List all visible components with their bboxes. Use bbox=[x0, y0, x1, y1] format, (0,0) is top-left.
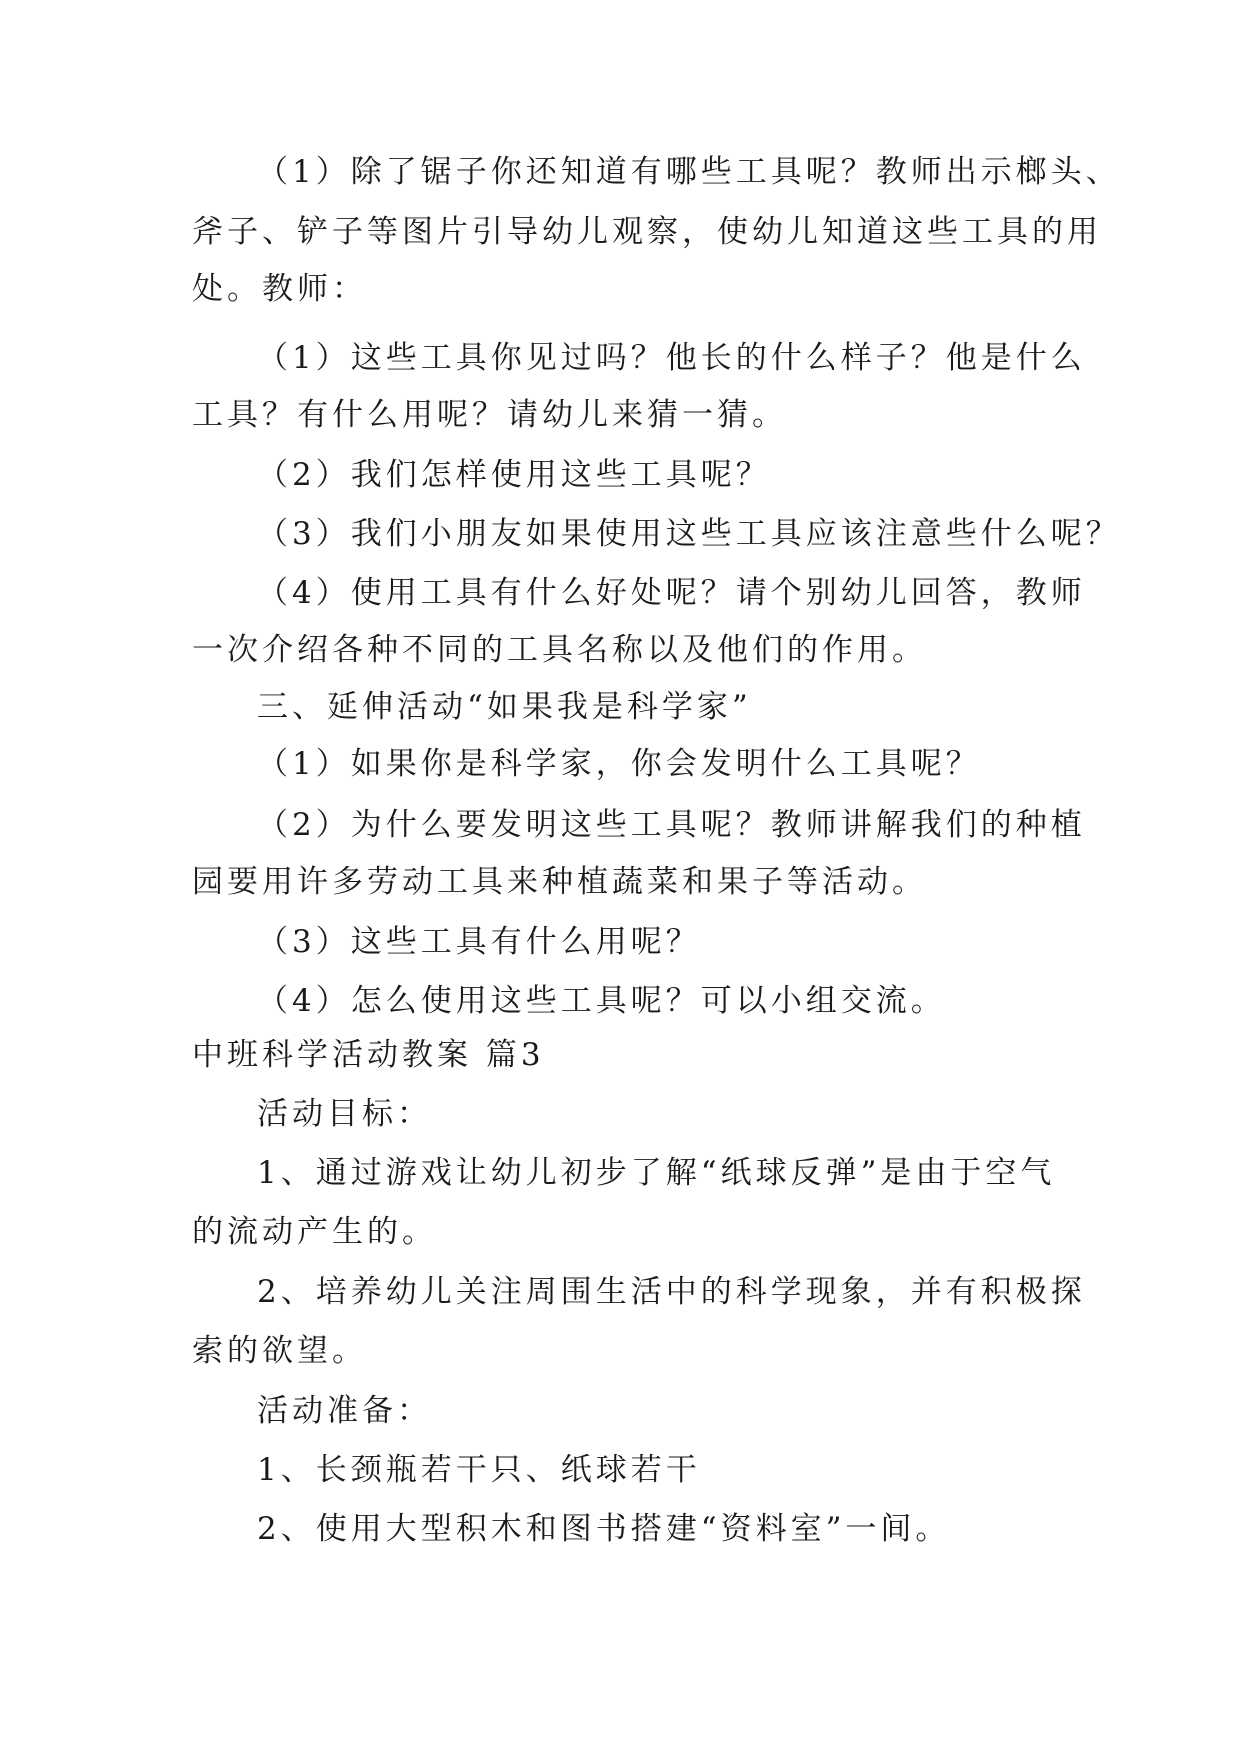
article-title: 中班科学活动教案 篇3 bbox=[192, 1037, 545, 1073]
paragraph-line: （2）为什么要发明这些工具呢？教师讲解我们的种植 bbox=[257, 807, 1086, 843]
paragraph-line: （1）这些工具你见过吗？他长的什么样子？他是什么 bbox=[257, 340, 1086, 376]
paragraph-line: （2）我们怎样使用这些工具呢？ bbox=[257, 457, 771, 493]
paragraph-line: （1）如果你是科学家，你会发明什么工具呢？ bbox=[257, 746, 981, 782]
paragraph-line: 园要用许多劳动工具来种植蔬菜和果子等活动。 bbox=[192, 864, 927, 900]
paragraph-line: 的流动产生的。 bbox=[192, 1214, 437, 1250]
paragraph-line: （4）使用工具有什么好处呢？请个别幼儿回答，教师 bbox=[257, 575, 1086, 611]
section-heading: 三、延伸活动“如果我是科学家” bbox=[257, 689, 752, 725]
paragraph-line: 1、通过游戏让幼儿初步了解“纸球反弹”是由于空气 bbox=[257, 1155, 1056, 1191]
paragraph-line: （3）我们小朋友如果使用这些工具应该注意些什么呢？ bbox=[257, 516, 1121, 552]
paragraph-line: 1、长颈瓶若干只、纸球若干 bbox=[257, 1452, 701, 1488]
paragraph-line: 活动目标： bbox=[257, 1096, 432, 1132]
paragraph-line: 处。教师： bbox=[192, 271, 367, 307]
paragraph-line: 工具？有什么用呢？请幼儿来猜一猜。 bbox=[192, 397, 787, 433]
paragraph-line: 2、培养幼儿关注周围生活中的科学现象，并有积极探 bbox=[257, 1274, 1086, 1310]
paragraph-line: （1）除了锯子你还知道有哪些工具呢？教师出示榔头、 bbox=[257, 154, 1121, 190]
paragraph-line: 一次介绍各种不同的工具名称以及他们的作用。 bbox=[192, 632, 927, 668]
paragraph-line: 斧子、铲子等图片引导幼儿观察，使幼儿知道这些工具的用 bbox=[192, 214, 1102, 250]
paragraph-line: 2、使用大型积木和图书搭建“资料室”一间。 bbox=[257, 1511, 951, 1547]
paragraph-line: 索的欲望。 bbox=[192, 1333, 367, 1369]
paragraph-line: 活动准备： bbox=[257, 1393, 432, 1429]
paragraph-line: （4）怎么使用这些工具呢？可以小组交流。 bbox=[257, 983, 946, 1019]
paragraph-line: （3）这些工具有什么用呢？ bbox=[257, 924, 701, 960]
